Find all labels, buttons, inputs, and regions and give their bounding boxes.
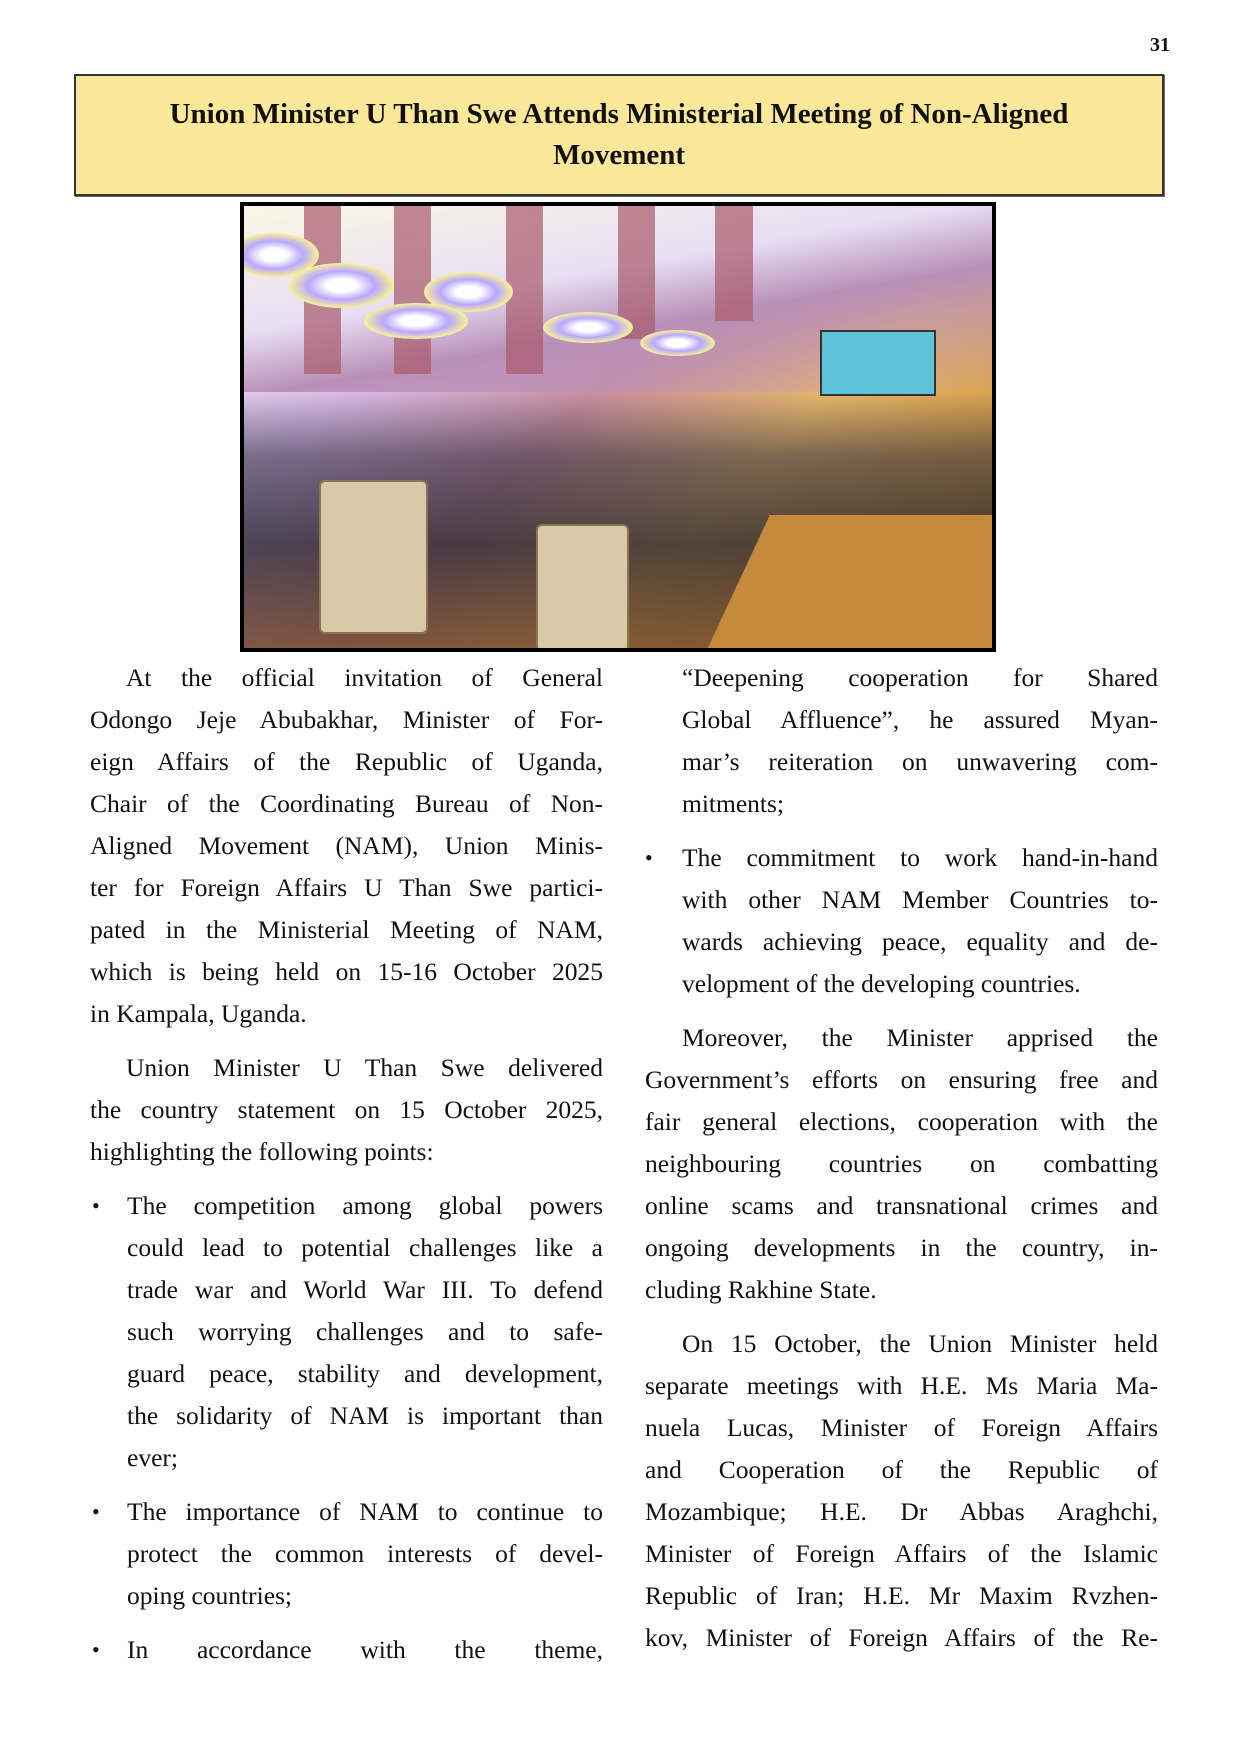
text-line: Global Affluence”, he assured Myan- — [682, 705, 1158, 734]
text-line: Union Minister U Than Swe delivered — [126, 1053, 603, 1082]
text-line: which is being held on 15-16 October 2025 — [90, 957, 603, 986]
text-line: fair general elections, cooperation with the — [645, 1107, 1158, 1136]
text-line: could lead to potential challenges like a — [127, 1233, 603, 1262]
photo-chair — [319, 480, 428, 634]
photo-wall-panel — [715, 206, 752, 321]
text-line: Chair of the Coordinating Bureau of Non- — [90, 789, 603, 818]
text-line: ever; — [127, 1443, 178, 1472]
text-line: nuela Lucas, Minister of Foreign Affairs — [645, 1413, 1158, 1442]
text-line: pated in the Ministerial Meeting of NAM, — [90, 915, 603, 944]
text-line: protect the common interests of devel- — [127, 1539, 603, 1568]
text-line: guard peace, stability and development, — [127, 1359, 603, 1388]
text-line: eign Affairs of the Republic of Uganda, — [90, 747, 603, 776]
photo-ceiling-light — [640, 330, 715, 357]
photo-chair — [536, 524, 630, 652]
bullet-icon: • — [92, 1637, 100, 1662]
text-line: Aligned Movement (NAM), Union Minis- — [90, 831, 603, 860]
meeting-photo — [240, 202, 996, 652]
bullet-icon: • — [92, 1193, 100, 1218]
photo-ceiling-light — [543, 312, 633, 343]
text-line: velopment of the developing countries. — [682, 969, 1081, 998]
text-line: the country statement on 15 October 2025, — [90, 1095, 603, 1124]
text-line: Moreover, the Minister apprised the — [682, 1023, 1158, 1052]
text-line: mitments; — [682, 789, 784, 818]
text-line: “Deepening cooperation for Shared — [682, 663, 1158, 692]
article-title-line-1: Union Minister U Than Swe Attends Ministerial Meeting of Non-Aligned — [169, 98, 1069, 130]
text-line: The commitment to work hand-in-hand — [682, 843, 1158, 872]
text-line: cluding Rakhine State. — [645, 1275, 877, 1304]
text-line: the solidarity of NAM is important than — [127, 1401, 603, 1430]
text-line: Mozambique; H.E. Dr Abbas Araghchi, — [645, 1497, 1158, 1526]
text-line: mar’s reiteration on unwavering com- — [682, 747, 1158, 776]
text-line: ongoing developments in the country, in- — [645, 1233, 1158, 1262]
text-line: The competition among global powers — [127, 1191, 603, 1220]
bullet-icon: • — [92, 1499, 100, 1524]
text-line: neighbouring countries on combatting — [645, 1149, 1158, 1178]
page-number: 31 — [1150, 34, 1170, 56]
text-line: kov, Minister of Foreign Affairs of the Re- — [645, 1623, 1158, 1652]
bullet-icon: • — [645, 845, 653, 870]
text-line: wards achieving peace, equality and de- — [682, 927, 1158, 956]
text-line: At the official invitation of General — [126, 663, 603, 692]
text-line: with other NAM Member Countries to- — [682, 885, 1158, 914]
article-title — [130, 94, 1109, 176]
article-title-line-2: Movement — [552, 139, 686, 171]
text-line: Minister of Foreign Affairs of the Islamic — [645, 1539, 1158, 1568]
text-line: highlighting the following points: — [90, 1137, 434, 1166]
article-title-box — [74, 74, 1164, 196]
text-line: oping countries; — [127, 1581, 293, 1610]
text-line: Government’s efforts on ensuring free and — [645, 1065, 1158, 1094]
text-line: separate meetings with H.E. Ms Maria Ma- — [645, 1371, 1158, 1400]
text-line: In accordance with the theme, — [127, 1635, 603, 1664]
text-line: and Cooperation of the Republic of — [645, 1455, 1158, 1484]
photo-ceiling-light — [289, 263, 394, 307]
photo-ceiling-light — [364, 303, 469, 338]
text-line: On 15 October, the Union Minister held — [682, 1329, 1158, 1358]
text-line: trade war and World War III. To defend — [127, 1275, 603, 1304]
text-line: Republic of Iran; H.E. Mr Maxim Rvzhen- — [645, 1581, 1158, 1610]
text-line: Odongo Jeje Abubakhar, Minister of For- — [90, 705, 603, 734]
text-line: online scams and transnational crimes and — [645, 1191, 1158, 1220]
text-line: The importance of NAM to continue to — [127, 1497, 603, 1526]
text-line: in Kampala, Uganda. — [90, 999, 307, 1028]
photo-display-screen — [820, 330, 936, 396]
text-line: such worrying challenges and to safe- — [127, 1317, 603, 1346]
text-line: ter for Foreign Affairs U Than Swe partici- — [90, 873, 603, 902]
